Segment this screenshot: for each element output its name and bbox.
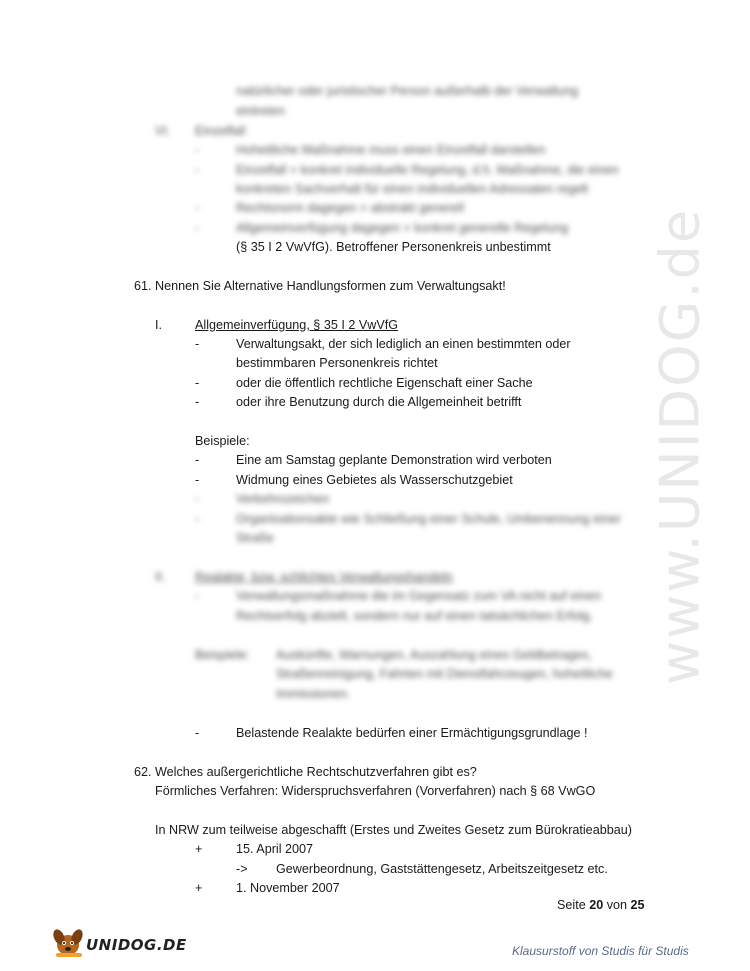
page-number-middle: von (606, 898, 628, 912)
text-line: konkreten Sachverhalt für einen individuellen Adressaten regelt (236, 182, 589, 196)
text-line: eintreten (236, 104, 286, 118)
text-line: Belastende Realakte bedürfen einer Ermächtigungsgrundlage ! (236, 726, 588, 740)
text-line: - (195, 221, 200, 235)
text-line: - (195, 201, 200, 215)
text-line: 62. Welches außergerichtliche Rechtschutzverfahren gibt es? (134, 765, 477, 779)
page-number (557, 898, 645, 912)
text-line: Auskünfte, Warnungen, Auszahlung eines Geldbetrages, (276, 648, 592, 662)
text-line: Verwaltungsakt, der sich lediglich an einen bestimmten oder (236, 337, 571, 351)
text-line: Verwaltungsmaßnahme die im Gegensatz zum VA nicht auf einen (236, 589, 602, 603)
dog-icon (50, 925, 90, 959)
text-line: Hoheitliche Maßnahme muss einen Einzelfall darstellen (236, 143, 546, 157)
text-line: Einzelfall = konkret individuelle Regelung, d.h. Maßnahme, die einen (236, 163, 619, 177)
text-line: VI. (155, 124, 171, 138)
text-line: 1. November 2007 (236, 881, 340, 895)
text-line: - (195, 473, 200, 487)
text-line: oder die öffentlich rechtliche Eigenschaft einer Sache (236, 376, 533, 390)
text-line: Straße (236, 531, 274, 545)
text-line: Allgemeinverfügung, § 35 I 2 VwVfG (195, 318, 399, 332)
page-number-total: 25 (630, 898, 645, 912)
text-line: -> (236, 862, 248, 876)
text-line: In NRW zum teilweise abgeschafft (Erstes und Zweites Gesetz zum Bürokratieabbau) (155, 823, 632, 837)
text-line: + (195, 881, 203, 895)
text-line: Einzelfall (195, 124, 246, 138)
text-line: - (195, 512, 200, 526)
text-line: + (195, 842, 203, 856)
text-line: Allgemeinverfügung dagegen = konkret generelle Regelung (236, 221, 569, 235)
unidog-logo (50, 925, 187, 959)
footer-tagline: Klausurstoff von Studis für Studis (512, 944, 689, 958)
watermark: www.UNIDOG.de (648, 207, 712, 685)
logo-text: UNIDOG.DE (86, 936, 187, 954)
text-line: Widmung eines Gebietes als Wasserschutzgebiet (236, 473, 513, 487)
text-line: Verkehrszeichen (236, 492, 330, 506)
text-line: Eine am Samstag geplante Demonstration wird verboten (236, 453, 552, 467)
text-line: - (195, 492, 200, 506)
text-line: Gewerbeordnung, Gaststättengesetz, Arbeitszeitgesetz etc. (276, 862, 608, 876)
text-line: - (195, 589, 200, 603)
text-line: I. (155, 318, 162, 332)
text-line: II. (155, 570, 166, 584)
text-line: 15. April 2007 (236, 842, 314, 856)
text-line: oder ihre Benutzung durch die Allgemeinheit betrifft (236, 395, 522, 409)
text-line: natürlicher oder juristischer Person außerhalb der Verwaltung (236, 84, 579, 98)
text-line: Immissionen. (276, 687, 351, 701)
text-line: Rechtserfolg abzielt, sondern nur auf einen tatsächlichen Erfolg. (236, 609, 594, 623)
text-line: 61. Nennen Sie Alternative Handlungsformen zum Verwaltungsakt! (134, 279, 506, 293)
text-line: bestimmbaren Personenkreis richtet (236, 356, 438, 370)
text-line: - (195, 376, 200, 390)
text-line: Organisationsakte wie Schließung einer Schule, Umbenennung einer (236, 512, 622, 526)
text-line: - (195, 453, 200, 467)
text-line: - (195, 337, 200, 351)
text-line: Beispiele: (195, 434, 250, 448)
text-line: - (195, 395, 200, 409)
text-line: Realakte, bzw. schlichtes Verwaltungshandeln (195, 570, 453, 584)
text-line: Straßenreinigung, Fahrten mit Dienstfahrzeugen, hoheitliche (276, 667, 613, 681)
page-number-prefix: Seite (557, 898, 586, 912)
text-line: Förmliches Verfahren: Widerspruchsverfahren (Vorverfahren) nach § 68 VwGO (155, 784, 596, 798)
text-line: Rechtsnorm dagegen = abstrakt generell (236, 201, 464, 215)
text-line: (§ 35 I 2 VwVfG). Betroffener Personenkreis unbestimmt (236, 240, 551, 254)
text-line: Beispiele: (195, 648, 250, 662)
text-line: - (195, 726, 200, 740)
page-number-current: 20 (589, 898, 604, 912)
text-line: - (195, 143, 200, 157)
text-line: - (195, 163, 200, 177)
